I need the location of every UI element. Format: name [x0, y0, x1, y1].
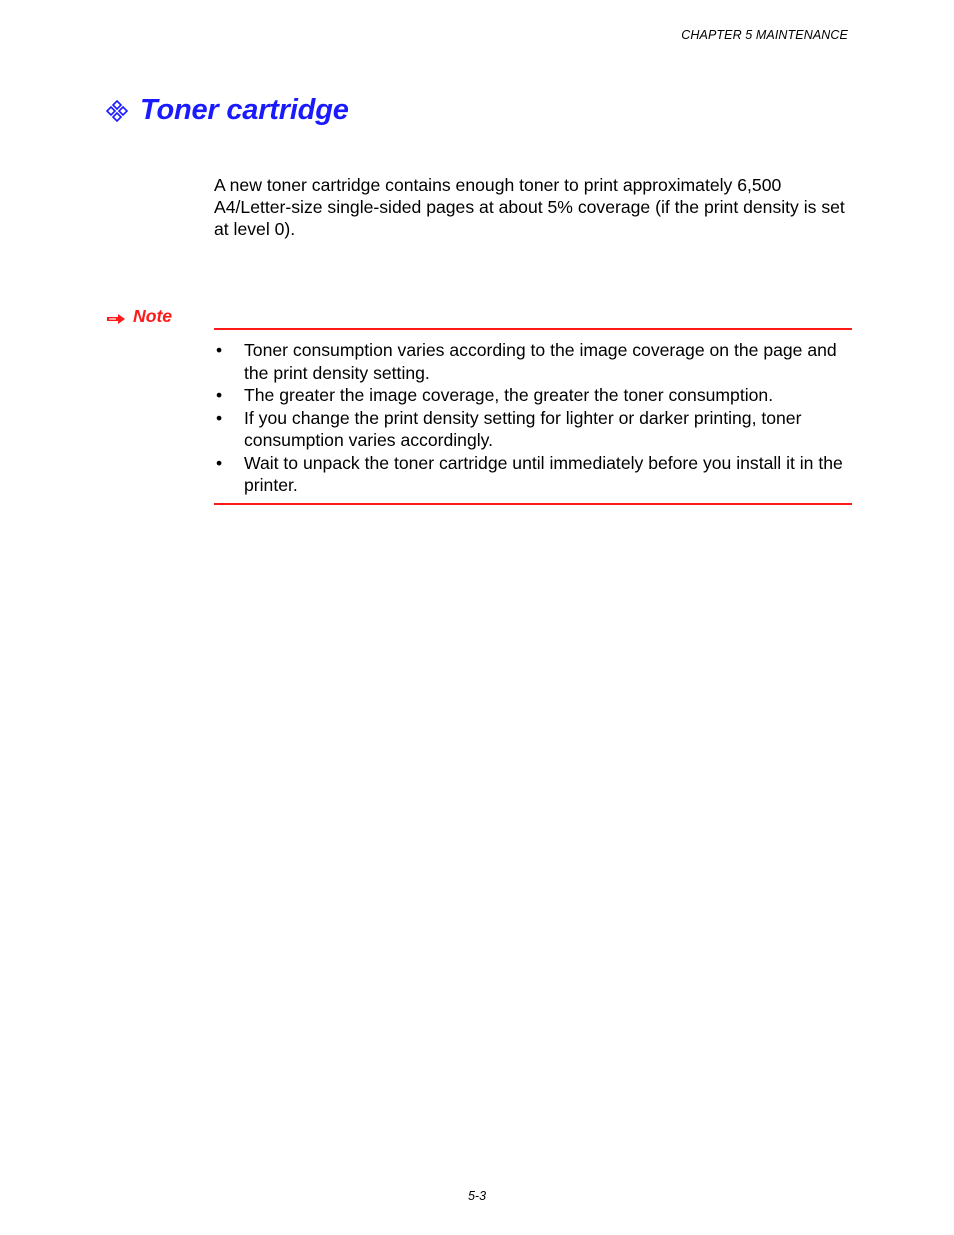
- list-item: [214, 452, 852, 497]
- bullet: •: [216, 385, 223, 405]
- running-header: CHAPTER 5 MAINTENANCE: [681, 28, 848, 42]
- list-item: [214, 339, 852, 384]
- list-item: [214, 407, 852, 452]
- note-list: [214, 339, 852, 497]
- note-top-divider: [214, 328, 852, 330]
- list-item-text: The greater the image coverage, the greater the toner consumption.: [244, 385, 774, 405]
- bullet: •: [216, 340, 223, 360]
- four-diamond-icon: [106, 100, 128, 122]
- bullet: •: [216, 407, 223, 428]
- note-label: [106, 306, 172, 327]
- note-bottom-divider: [214, 503, 852, 505]
- section-heading: [106, 94, 349, 127]
- page-number: 5-3: [467, 1189, 487, 1203]
- page-title: Toner cartridge: [140, 94, 349, 126]
- list-item: [214, 384, 852, 407]
- list-item-text: Toner consumption varies according to the image coverage on the page and the print density setting.: [244, 340, 837, 383]
- list-item-text: Wait to unpack the toner cartridge until immediately before you install it in the printer.: [244, 452, 843, 495]
- pencil-icon: [106, 310, 126, 324]
- note-label-text: Note: [133, 306, 173, 326]
- intro-paragraph: A new toner cartridge contains enough toner to print approximately 6,500 A4/Letter-size single-sided pages at about 5% coverage (if the print density is set at level 0).: [214, 175, 845, 239]
- list-item-text: If you change the print density setting for lighter or darker printing, toner consumption varies accordingly.: [244, 407, 802, 450]
- bullet: •: [216, 452, 223, 473]
